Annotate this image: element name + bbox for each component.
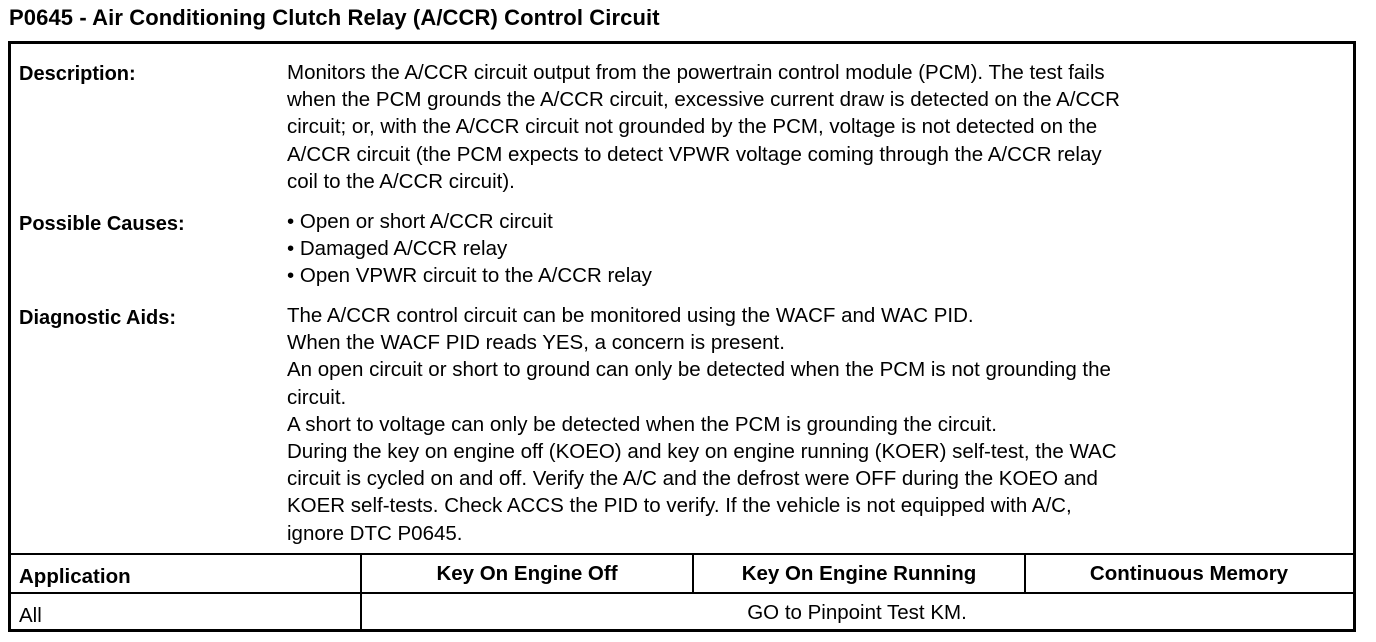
header-koer: Key On Engine Running	[741, 562, 977, 585]
header-application: Application	[19, 565, 131, 588]
diagnostic-line: circuit.	[287, 385, 347, 409]
description-line: circuit; or, with the A/CCR circuit not grounded by the PCM, voltage is not detected on the	[287, 115, 1098, 139]
cause-item: • Damaged A/CCR relay	[287, 237, 508, 261]
page-title: P0645 - Air Conditioning Clutch Relay (A/CCR) Control Circuit	[9, 5, 660, 30]
diagnostic-line: When the WACF PID reads YES, a concern is present.	[287, 331, 785, 355]
row-action: GO to Pinpoint Test KM.	[747, 601, 967, 624]
header-continuous: Continuous Memory	[1089, 562, 1289, 585]
row-application: All	[19, 604, 42, 627]
header-koeo: Key On Engine Off	[436, 562, 618, 585]
diagnostic-line: An open circuit or short to ground can only be detected when the PCM is not grounding the	[287, 358, 1111, 382]
description-text	[287, 59, 1347, 195]
diagnostic-aids-label: Diagnostic Aids:	[19, 307, 177, 329]
possible-causes-label: Possible Causes:	[19, 213, 185, 235]
table-top-divider	[9, 553, 1355, 555]
diagnostic-line: ignore DTC P0645.	[287, 521, 463, 545]
diagnostic-line: circuit is cycled on and off. Verify the A/C and the defrost were OFF during the KOEO and	[287, 467, 1098, 491]
diagnostic-line: A short to voltage can only be detected when the PCM is grounding the circuit.	[287, 412, 997, 436]
diagnostic-line: KOER self-tests. Check ACCS the PID to verify. If the vehicle is not equipped with A/C,	[287, 494, 1072, 518]
cause-item: • Open VPWR circuit to the A/CCR relay	[287, 264, 652, 288]
cause-item: • Open or short A/CCR circuit	[287, 210, 553, 233]
diagnostic-line: The A/CCR control circuit can be monitored using the WACF and WAC PID.	[287, 304, 974, 327]
possible-causes-list	[287, 208, 1347, 290]
description-line: when the PCM grounds the A/CCR circuit, excessive current draw is detected on the A/CCR	[287, 88, 1120, 112]
description-label: Description:	[19, 63, 136, 85]
diagnostic-line: During the key on engine off (KOEO) and key on engine running (KOER) self-test, the WAC	[287, 440, 1117, 464]
description-line: coil to the A/CCR circuit).	[287, 169, 515, 193]
diagnostic-aids-text	[287, 302, 1347, 547]
description-line: A/CCR circuit (the PCM expects to detect VPWR voltage coming through the A/CCR relay	[287, 142, 1102, 166]
table-row-divider	[9, 592, 1355, 594]
description-line: Monitors the A/CCR circuit output from the powertrain control module (PCM). The test fails	[287, 61, 1105, 84]
